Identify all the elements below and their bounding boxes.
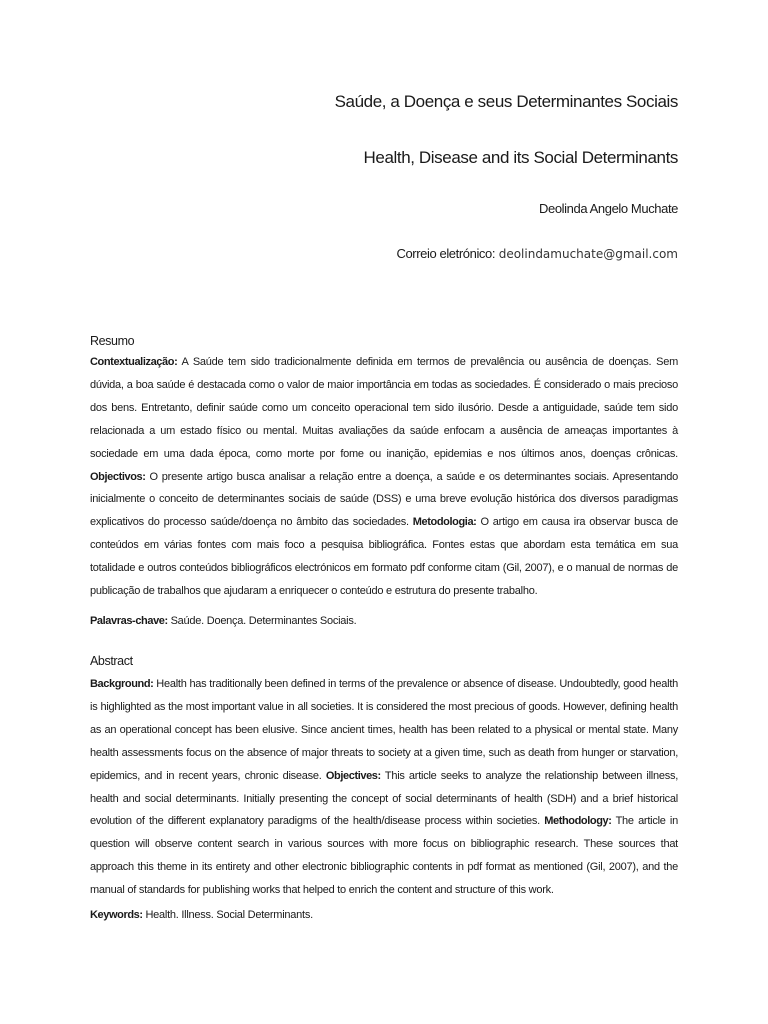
keywords-text: Health. Illness. Social Determinants. [142, 909, 313, 921]
keywords-label: Keywords: [90, 909, 143, 921]
keywords [90, 909, 313, 921]
email-address[interactable]: deolindamuchate@gmail.com [498, 247, 678, 261]
email-label: Correio eletrónico: [396, 246, 496, 261]
title-english: Health, Disease and its Social Determinants [363, 148, 678, 167]
resumo-method-label: Metodologia: [412, 516, 477, 529]
resumo-paragraph [90, 351, 678, 603]
email-line [396, 246, 678, 261]
abstract-background-text: Health has traditionally been defined in terms of the prevalence or absence of disease. Undoubtedly, good health is highlighted as the most important value in all societies. It is considered the most precious of goods. However, defining health as an operational concept has been elusive. Since ancient times, health has been related to a physical or mental state. Many health assessments focus on the absence of major threats to society at a given time, such as death from hunger or starvation, epidemics, and in recent years, chronic disease. [90, 678, 678, 782]
resumo-method-text: O artigo em causa ira observar busca de conteúdos em várias fontes com mais foco a pesquisa bibliográfica. Fontes estas que abordam esta temática em sua totalidade e outros conteúdos bibliográficos electrónicos em formato pdf conforme citam (Gil, 2007), e o manual de normas de publicação de trabalhos que ajudaram a enriquecer o conteúdo e estrutura do presente trabalho. [90, 516, 678, 598]
abstract-background-label: Background: [90, 678, 154, 690]
author-name: Deolinda Angelo Muchate [539, 201, 678, 216]
resumo-context-text: A Saúde tem sido tradicionalmente definida em termos de prevalência ou ausência de doenças. Sem dúvida, a boa saúde é destacada como o valor de maior importância em todas as sociedades. É considerado o mais precioso dos bens. Entretanto, definir saúde como um conceito operacional tem sido ilusório. Desde a antiguidade, saúde tem sido relacionada a um estado físico ou mental. Muitas avaliações da saúde enfocam a ausência de ameaças importantes à sociedade em uma dada época, como morte por fome ou inanição, epidemias e nos últimos anos, doenças crônicas. [90, 356, 678, 460]
abstract-heading: Abstract [90, 654, 133, 668]
resumo-objectives-label: Objectivos: [90, 470, 146, 483]
resumo-context-label: Contextualização: [90, 356, 178, 368]
resumo-objectives-text: O presente artigo busca analisar a relação entre a doença, a saúde e os determinantes sociais. Apresentando inicialmente o conceito de determinantes sociais de saúde (DSS) e uma breve evolução histórica dos diversos paradigmas explicativos do processo saúde/doença no âmbito das sociedades. [90, 470, 678, 529]
palavras-chave-text: Saúde. Doença. Determinantes Sociais. [167, 615, 357, 627]
abstract-paragraph [90, 673, 678, 902]
abstract-method-label: Methodology: [544, 815, 612, 828]
palavras-chave-label: Palavras-chave: [90, 615, 168, 627]
abstract-objectives-text: This article seeks to analyze the relationship between illness, health and social determinants. Initially presenting the concept of social determinants of health (SDH) and a brief historical evolution of the different explanatory paradigms of the health/disease process within societies. [90, 769, 679, 828]
abstract-method-text: The article in question will observe content search in various sources with more focus on bibliographic research. These sources that approach this theme in its entirety and other electronic bibliographic contents in pdf format as mentioned (Gil, 2007), and the manual of standards for publishing works that helped to enrich the content and structure of this work. [90, 815, 678, 897]
title-portuguese: Saúde, a Doença e seus Determinantes Sociais [334, 92, 678, 111]
palavras-chave [90, 615, 356, 627]
abstract-objectives-label: Objectives: [325, 769, 381, 782]
resumo-heading: Resumo [90, 334, 135, 348]
